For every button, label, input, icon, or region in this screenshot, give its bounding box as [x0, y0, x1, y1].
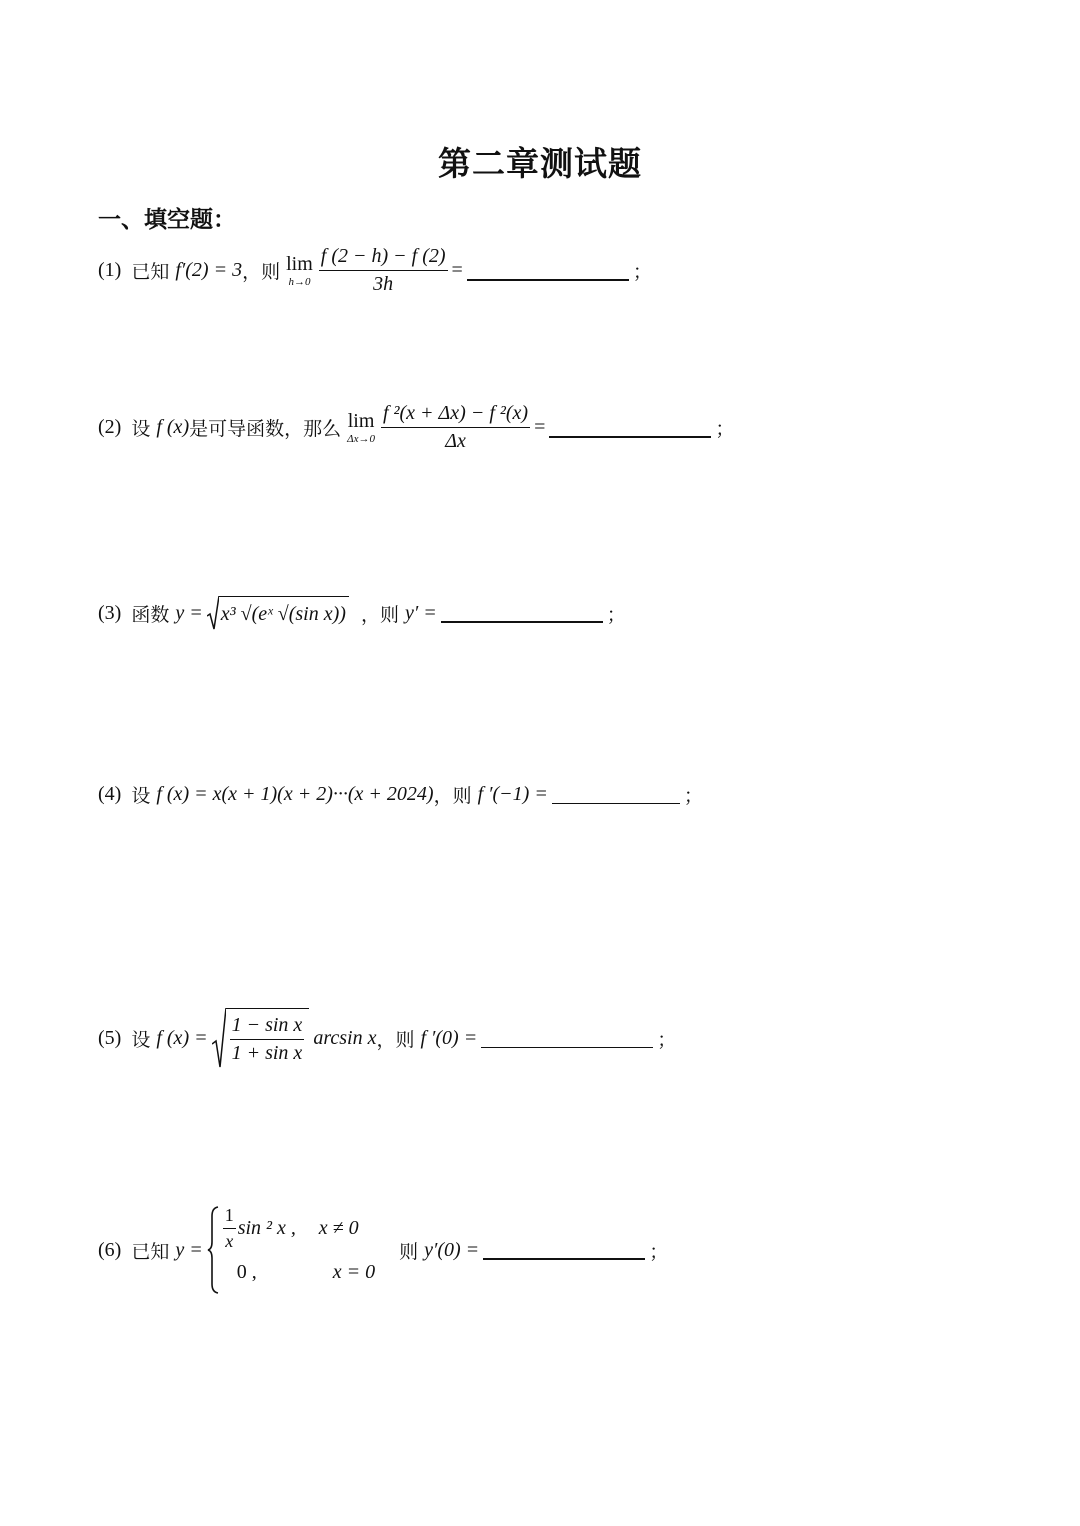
question-prefix: 已知: [131, 261, 170, 283]
end-punct: ；: [683, 785, 703, 807]
end-punct: ；: [657, 1028, 677, 1051]
end-punct: ；: [715, 418, 735, 440]
limit-operator: lim Δx→0: [347, 409, 375, 445]
fraction: [319, 245, 448, 296]
question-number: (6): [98, 1238, 122, 1261]
answer-blank[interactable]: [549, 418, 711, 438]
piecewise: [207, 1206, 375, 1294]
fraction-denominator: 1 + sin x: [231, 1042, 303, 1064]
question-number: (1): [98, 259, 122, 281]
answer-blank[interactable]: [441, 603, 603, 623]
fraction-numerator: f (2 − h) − f (2): [319, 245, 448, 271]
question-number: (3): [98, 601, 122, 624]
case-condition: x ≠ 0: [318, 1216, 359, 1239]
question-4: [98, 781, 703, 808]
radical-sign-icon: [212, 1008, 226, 1068]
lhs: y =: [175, 601, 203, 624]
fraction: [381, 402, 530, 453]
derivative-label: f ′(−1) =: [477, 783, 548, 805]
section-heading: 一、填空题：: [98, 207, 236, 233]
connector-text: 是可导函数，那么: [189, 418, 342, 440]
lhs: y =: [175, 1238, 203, 1261]
derivative-label: y′(0) =: [424, 1238, 480, 1261]
case-condition: x = 0: [332, 1260, 376, 1283]
connector-text: ，则: [376, 1028, 415, 1051]
answer-blank[interactable]: [552, 785, 680, 804]
question-2: [98, 402, 734, 453]
end-punct: ；: [649, 1240, 669, 1263]
connector-text: ，则: [360, 603, 399, 626]
function-definition: f (x) = x(x + 1)(x + 2)···(x + 2024): [156, 783, 434, 805]
lhs: f (x) =: [156, 1026, 208, 1049]
case-expression: sin ² x ,: [237, 1216, 296, 1239]
arcsin-term: arcsin x: [313, 1026, 377, 1049]
fraction-denominator: 3h: [373, 273, 394, 295]
question-number: (5): [98, 1026, 122, 1049]
question-prefix: 已知: [131, 1240, 170, 1263]
case-expression: 0 ,: [236, 1260, 257, 1283]
question-5: [98, 1008, 676, 1068]
given-condition: f′(2) = 3: [175, 259, 243, 281]
case-row: [223, 1250, 375, 1294]
radical-expression: x³ √(eˣ √(sin x)): [219, 596, 349, 630]
end-punct: ；: [632, 261, 652, 283]
fraction: [223, 1205, 236, 1251]
fraction-denominator: x: [225, 1230, 234, 1251]
answer-blank[interactable]: [467, 261, 629, 281]
page-title: 第二章测试题: [438, 144, 642, 183]
fraction-numerator: f ²(x + Δx) − f ²(x): [381, 402, 530, 428]
question-3: [98, 596, 626, 630]
fraction-numerator: 1: [223, 1205, 236, 1229]
question-prefix: 设: [131, 418, 151, 440]
equals-sign: =: [451, 259, 463, 281]
fraction-numerator: 1 − sin x: [230, 1014, 305, 1040]
case-row: [223, 1206, 375, 1250]
question-number: (4): [98, 783, 122, 805]
fraction-denominator: Δx: [445, 430, 466, 452]
connector-text: ，则: [433, 785, 472, 807]
derivative-label: f ′(0) =: [420, 1026, 478, 1049]
connector-text: 则: [399, 1240, 419, 1263]
question-prefix: 函数: [131, 603, 170, 626]
fraction: [230, 1014, 305, 1065]
radical: [207, 596, 349, 630]
answer-blank[interactable]: [483, 1240, 645, 1260]
question-prefix: 设: [131, 785, 151, 807]
answer-blank[interactable]: [481, 1029, 653, 1048]
question-1: [98, 245, 652, 296]
left-brace-icon: [207, 1206, 219, 1294]
question-number: (2): [98, 416, 122, 438]
derivative-label: y′ =: [404, 601, 437, 624]
radical-sign-icon: [207, 596, 219, 630]
question-prefix: 设: [131, 1028, 151, 1051]
equals-sign: =: [534, 416, 546, 438]
connector-text: ，则: [242, 261, 281, 283]
end-punct: ；: [606, 603, 626, 626]
question-6: [98, 1206, 668, 1294]
function-name: f (x): [156, 416, 190, 438]
limit-operator: lim h→0: [286, 252, 313, 288]
radical: [212, 1008, 310, 1068]
